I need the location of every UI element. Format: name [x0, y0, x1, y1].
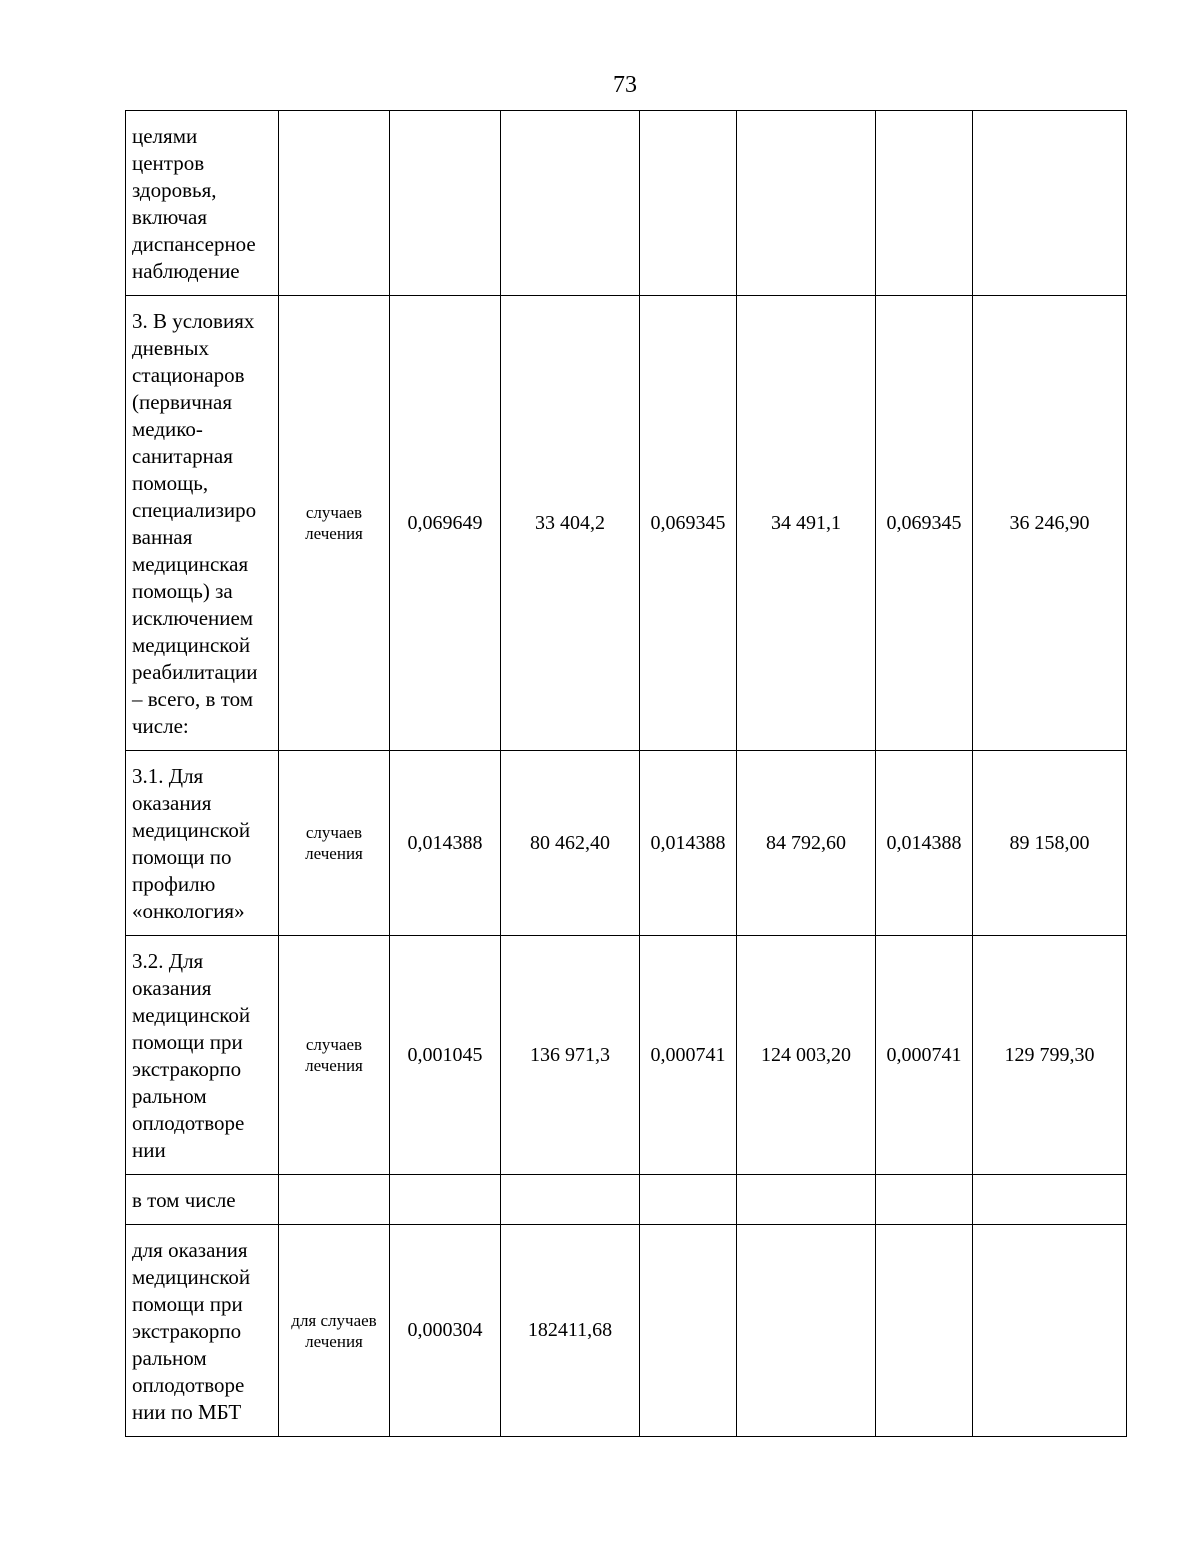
description-line: центров — [132, 151, 205, 175]
description-line: – всего, в том — [132, 687, 253, 711]
value-cell — [973, 111, 1127, 296]
value-cell — [390, 1175, 501, 1225]
description-line: для оказания — [132, 1238, 248, 1262]
description-line: медицинской — [132, 1003, 251, 1027]
table-row — [126, 1175, 1127, 1225]
unit-line: лечения — [305, 524, 363, 543]
value-cell: 33 404,2 — [501, 296, 640, 751]
value-cell: 182411,68 — [501, 1225, 640, 1437]
description-line: стационаров — [132, 363, 245, 387]
description-line: 3.1. Для — [132, 764, 204, 788]
description-line: помощи при — [132, 1292, 243, 1316]
value-cell — [973, 1175, 1127, 1225]
value-cell: 136 971,3 — [501, 936, 640, 1175]
unit-line: для случаев — [291, 1310, 377, 1330]
value-cell: 0,014388 — [640, 751, 737, 936]
description-line: исключением — [132, 606, 254, 630]
unit-cell — [279, 751, 390, 936]
value-cell — [501, 1175, 640, 1225]
value-cell: 0,001045 — [390, 936, 501, 1175]
description-line: 3.2. Для — [132, 949, 204, 973]
description-line: оплодотворе — [132, 1111, 245, 1135]
description-line: здоровья, — [132, 178, 217, 202]
description-line: «онкология» — [132, 899, 245, 923]
value-cell — [876, 111, 973, 296]
description-line: ральном — [132, 1084, 207, 1108]
value-cell — [737, 1225, 876, 1437]
description-line: оказания — [132, 791, 212, 815]
value-cell: 0,000304 — [390, 1225, 501, 1437]
row-description — [126, 111, 279, 296]
unit-cell — [279, 936, 390, 1175]
norms-table — [125, 110, 1127, 1437]
value-cell: 0,000741 — [876, 936, 973, 1175]
description-line: оказания — [132, 976, 212, 1000]
page-number: 73 — [613, 72, 637, 98]
description-line: ральном — [132, 1346, 207, 1370]
row-description — [126, 1225, 279, 1437]
unit-line: лечения — [305, 1331, 363, 1351]
description-line: реабилитации — [132, 660, 258, 684]
row-description — [126, 1175, 279, 1225]
description-line: в том числе — [132, 1188, 236, 1212]
description-line: оплодотворе — [132, 1373, 245, 1397]
value-cell — [737, 1175, 876, 1225]
unit-line: лечения — [305, 844, 363, 863]
value-cell: 36 246,90 — [973, 296, 1127, 751]
value-cell: 124 003,20 — [737, 936, 876, 1175]
value-cell: 89 158,00 — [973, 751, 1127, 936]
description-line: экстракорпо — [132, 1057, 242, 1081]
value-cell: 0,014388 — [876, 751, 973, 936]
description-line: медико- — [132, 417, 203, 441]
unit-line: случаев — [305, 823, 363, 842]
value-cell: 84 792,60 — [737, 751, 876, 936]
description-line: помощь, — [132, 471, 209, 495]
value-cell: 0,069345 — [640, 296, 737, 751]
description-line: экстракорпо — [132, 1319, 242, 1343]
value-cell: 0,000741 — [640, 936, 737, 1175]
unit-cell — [279, 296, 390, 751]
row-description — [126, 751, 279, 936]
description-line: помощь) за — [132, 579, 233, 603]
table-row — [126, 936, 1127, 1175]
description-line: медицинской — [132, 1265, 251, 1289]
value-cell — [640, 111, 737, 296]
value-cell: 129 799,30 — [973, 936, 1127, 1175]
table-row — [126, 1225, 1127, 1437]
value-cell: 80 462,40 — [501, 751, 640, 936]
value-cell — [973, 1225, 1127, 1437]
value-cell — [737, 111, 876, 296]
description-line: специализиро — [132, 498, 257, 522]
description-line: медицинской — [132, 818, 251, 842]
description-line: помощи при — [132, 1030, 243, 1054]
description-line: диспансерное — [132, 232, 256, 256]
row-description — [126, 296, 279, 751]
value-cell: 0,069649 — [390, 296, 501, 751]
description-line: (первичная — [132, 390, 232, 414]
value-cell — [640, 1175, 737, 1225]
description-line: числе: — [132, 714, 189, 738]
row-description — [126, 936, 279, 1175]
unit-line: лечения — [305, 1056, 363, 1075]
table-row — [126, 296, 1127, 751]
description-line: включая — [132, 205, 208, 229]
description-line: санитарная — [132, 444, 233, 468]
value-cell — [876, 1175, 973, 1225]
value-cell — [876, 1225, 973, 1437]
value-cell — [640, 1225, 737, 1437]
table-row — [126, 751, 1127, 936]
description-line: медицинская — [132, 552, 249, 576]
value-cell: 0,069345 — [876, 296, 973, 751]
unit-cell — [279, 111, 390, 296]
value-cell: 34 491,1 — [737, 296, 876, 751]
unit-line: случаев — [305, 503, 363, 522]
value-cell — [501, 111, 640, 296]
description-line: 3. В условиях — [132, 309, 255, 333]
value-cell: 0,014388 — [390, 751, 501, 936]
description-line: медицинской — [132, 633, 251, 657]
description-line: ванная — [132, 525, 193, 549]
unit-line: случаев — [305, 1035, 363, 1054]
description-line: дневных — [132, 336, 210, 360]
description-line: наблюдение — [132, 259, 240, 283]
table-row — [126, 111, 1127, 296]
description-line: нии — [132, 1138, 166, 1162]
description-line: профилю — [132, 872, 216, 896]
value-cell — [390, 111, 501, 296]
unit-cell — [279, 1175, 390, 1225]
description-line: помощи по — [132, 845, 232, 869]
description-line: нии по МБТ — [132, 1400, 242, 1424]
unit-cell — [279, 1225, 390, 1437]
description-line: целями — [132, 124, 198, 148]
